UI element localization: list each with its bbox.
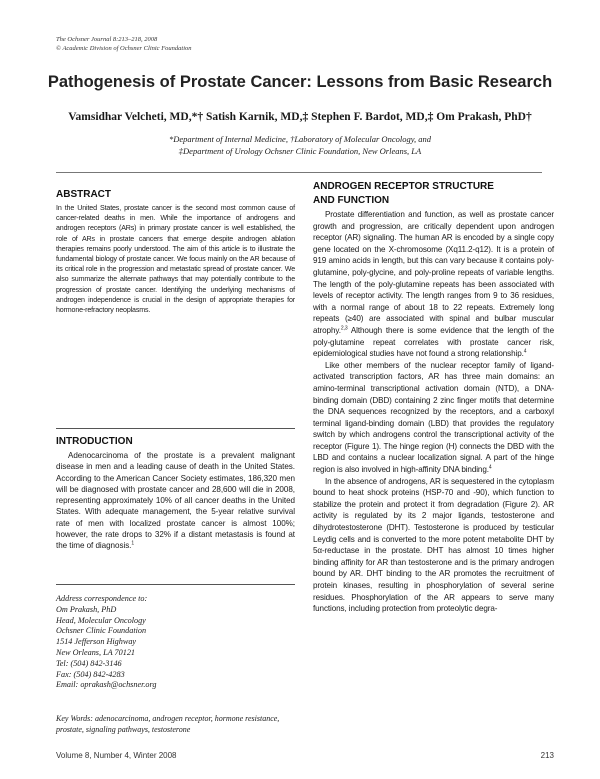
abstract-text: In the United States, prostate cancer is the second most common cause of cancer-related deaths in men. While the importance of androgens and androgen receptors (ARs) in primary prostate cancer is well established, the role of ARs in prostate cancers that emerge despite androgen ablation therapies remains poorly understood. The aim of this article is to illustrate the fundamental biology of prostate cancer. We focus mainly on the AR because of its critical role in the progression and metastatic spread of prostate cancer. We also summarize the alternate pathways that may potentially contribute to the progression of prostate cancer. Identifying the underlying mechanisms of androgen independence is crucial in the design of appropriate therapies for hormone-refractory neoplasms. <box>56 204 295 315</box>
receptor-paragraph-2 <box>313 360 554 476</box>
introduction-section <box>56 436 295 552</box>
author-list: Vamsidhar Velcheti, MD,*† Satish Karnik, MD,‡ Stephen F. Bardot, MD,‡ Om Prakash, PhD† <box>68 111 532 123</box>
journal-info <box>56 36 192 53</box>
receptor-heading-line-2: AND FUNCTION <box>313 195 390 206</box>
receptor-paragraph-1-part-b: Although there is some evidence that the length of the poly-glutamine repeat correlates with prostate cancer risk, epidemiological studies have not found a strong relationship. <box>313 325 554 359</box>
correspondence-block <box>56 594 295 691</box>
receptor-paragraph-3: In the absence of androgens, AR is sequestered in the cytoplasm bound to heat shock proteins (HSP-70 and -90), which function to stabilize the protein and protect it from degradation (Figure 2). AR activity is regulated by its 2 major ligands, testosterone and dihydrotestosterone (DHT). Testosterone is produced by testicular Leydig cells and is converted to the more potent metabolite DHT by 5α-reductase in the prostate. DHT has almost 10 times higher binding affinity for AR than testosterone and is the primary androgen bound by AR. DHT binding to the AR promotes the recruitment of protein kinases, resulting in phosphorylation of several serine residues. Phosphorylation of the AR appears to serve many functions, including protection from proteolytic degra- <box>313 476 554 614</box>
introduction-heading: INTRODUCTION <box>56 436 133 447</box>
receptor-paragraph-2-text: Like other members of the nuclear receptor family of ligand-activated transcription factors, AR has three main domains: an amino-terminal transcriptional activation domain (NTD), a DNA-binding domain (DBD) containing 2 zinc finger motifs that determine the DNA sequences recognized by the receptors, and a carboxyl terminal ligand-binding domain (LBD) that provides the regulatory switch by which androgens control the transcriptional activity of the receptor (Figure 1). The hinge region (H) connects the DBD with the LBD and contains a nuclear localization signal. A part of the hinge region is also involved in high-affinity DNA binding. <box>313 360 554 475</box>
introduction-paragraph: Adenocarcinoma of the prostate is a prevalent malignant disease in men and a leading cause of death in the United States. According to the American Cancer Society estimates, 186,320 men will be diagnosed with prostate cancer and 28,600 will die in 2008, representing approximately 10% of all cancer deaths in the United States. With adequate management, the 5-year relative survival rate of men with localized prostate cancer is almost 100%; however, the rate drops to 32% if a distant metastasis is found at the time of diagnosis. <box>56 451 295 551</box>
correspondence-fax: Fax: (504) 842-4283 <box>56 669 125 679</box>
correspondence-tel: Tel: (504) 842-3146 <box>56 658 122 668</box>
citation-ref: 4 <box>488 464 492 471</box>
correspondence-org: Ochsner Clinic Foundation <box>56 626 147 636</box>
correspondence-city: New Orleans, LA 70121 <box>56 647 136 657</box>
journal-copyright: © Academic Division of Ochsner Clinic Foundation <box>56 44 192 52</box>
correspondence-street: 1514 Jefferson Highway <box>56 637 137 647</box>
correspondence-rule <box>56 584 295 585</box>
intro-rule <box>56 428 295 429</box>
correspondence-heading: Address correspondence to: <box>56 594 148 603</box>
introduction-text <box>56 450 295 552</box>
receptor-paragraph-1-part-a: Prostate differentiation and function, as well as prostate cancer growth and progression, are critically dependent upon androgen receptor (AR) signaling. The human AR is encoded by a single copy gene located on the X-chromosome (Xq11.2-q12). It is a protein of 919 amino acids in length, but this can vary because it contains poly-glutamine, poly-glycine, and poly-proline repeats of variable lengths. The length of the poly-glutamine repeats has been associated with levels of receptor activity. The length ranges from 9 to 36 residues, with a normal range of about 18 to 22 repeats. Extremely long repeats (≥40) are associated with spinal and bulbar muscular atrophy. <box>313 210 554 335</box>
abstract-section <box>56 189 295 315</box>
abstract-heading: ABSTRACT <box>56 189 111 200</box>
receptor-heading <box>313 180 554 208</box>
correspondence-title: Head, Molecular Oncology <box>56 615 146 625</box>
article-title: Pathogenesis of Prostate Cancer: Lessons from Basic Research <box>47 73 553 91</box>
journal-citation: The Ochsner Journal 8:213–218, 2008 <box>56 36 158 43</box>
affiliations <box>40 133 560 157</box>
correspondence-email: Email: oprakash@ochsner.org <box>56 680 157 690</box>
citation-ref: 2,3 <box>340 325 348 332</box>
header-divider <box>56 172 542 173</box>
key-words: Key Words: adenocarcinoma, androgen receptor, hormone resistance, prostate, signaling pathways, testosterone <box>56 714 280 734</box>
citation-ref: 4 <box>523 348 527 355</box>
affiliation-line-1: *Department of Internal Medicine, †Laboratory of Molecular Oncology, and <box>168 134 432 144</box>
citation-ref: 1 <box>131 540 135 547</box>
footer-volume: Volume 8, Number 4, Winter 2008 <box>56 751 177 760</box>
page-number: 213 <box>540 751 554 760</box>
affiliation-line-2: ‡Department of Urology Ochsner Clinic Foundation, New Orleans, LA <box>178 146 422 156</box>
receptor-paragraph-1 <box>313 209 554 360</box>
correspondence-name: Om Prakash, PhD <box>56 604 117 614</box>
androgen-receptor-section <box>313 180 554 615</box>
receptor-heading-line-1: ANDROGEN RECEPTOR STRUCTURE <box>313 181 494 192</box>
